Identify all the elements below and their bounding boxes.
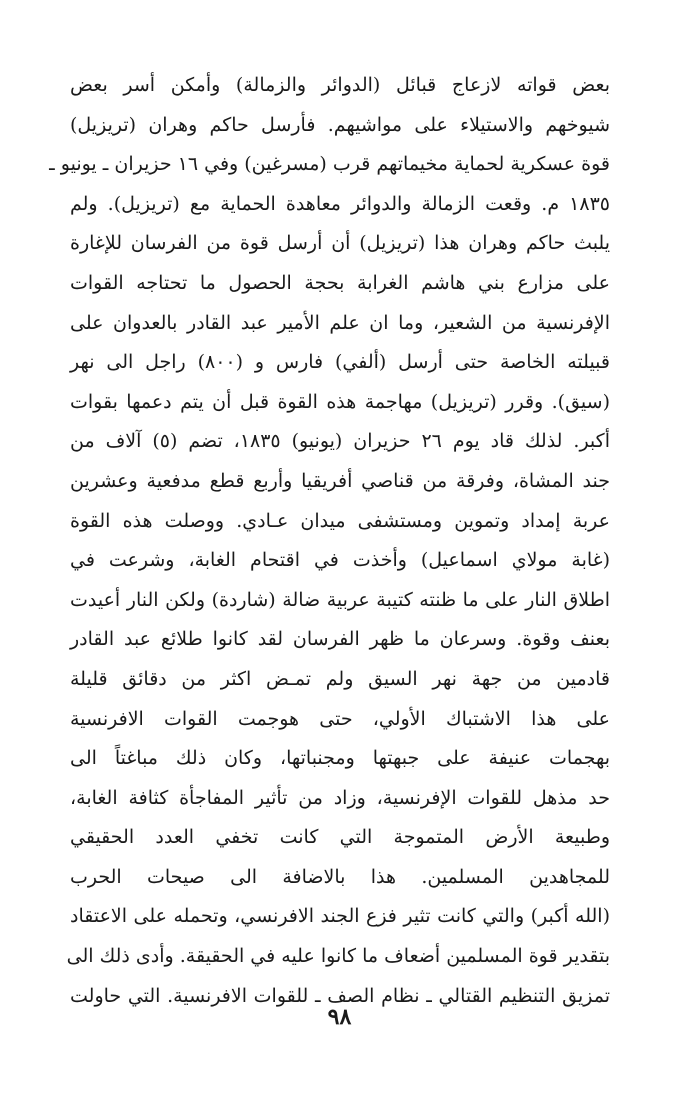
text-line: قوة عسكرية لحماية مخيماتهم قرب (مسرغين) وفي ١٦ حزيران ـ يونيو ـ: [49, 153, 610, 176]
text-line: على مزارع بني هاشم الغرابة بحجة الحصول ما تحتاجه القوات: [70, 271, 610, 294]
body-text: [49, 66, 610, 1016]
text-line: أكبر. لذلك قاد يوم ٢٦ حزيران (يونيو) ١٨٣٥، تضم (٥) آلاف من: [70, 430, 610, 453]
text-line: عربة إمداد وتموين ومستشفى ميدان عـادي. ووصلت هذه القوة: [70, 509, 610, 532]
page-number: ٩٨: [327, 1004, 352, 1030]
text-line: بتقدير قوة المسلمين أضعاف ما كانوا عليه في الحقيقة. وأدى ذلك الى: [66, 945, 610, 968]
text-line: اطلاق النار على ما ظنته كتيبة عربية ضالة (شاردة) ولكن النار أعيدت: [70, 588, 610, 611]
text-line: شيوخهم والاستيلاء على مواشيهم. فأرسل حاكم وهران (تريزيل): [70, 113, 610, 136]
text-line: (غابة مولاي اسماعيل) وأخذت في اقتحام الغابة، وشرعت في: [70, 549, 610, 572]
text-line: قادمين من جهة نهر السيق ولم تمـض اكثر من دقائق قليلة: [70, 667, 610, 690]
text-line: ١٨٣٥ م. وقعت الزمالة والدوائر معاهدة الحماية مع (تريزيل). ولم: [70, 192, 610, 215]
text-line: بعض قواته لازعاج قبائل (الدوائر والزمالة) وأمكن أسر بعض: [70, 74, 610, 96]
text-line: حد مذهل للقوات الإفرنسية، وزاد من تأثير المفاجأة كثافة الغابة،: [70, 786, 610, 809]
text-line: الإفرنسية من الشعير، وما ان علم الأمير عبد القادر بالعدوان على: [70, 311, 610, 334]
text-line: على هذا الاشتباك الأولي، حتى هوجمت القوات الافرنسية: [70, 707, 610, 730]
text-line: (الله أكبر) والتي كانت تثير فزع الجند الافرنسي، وتحمله على الاعتقاد: [70, 905, 610, 928]
text-line: وطبيعة الأرض المتموجة التي كانت تخفي العدد الحقيقي: [70, 826, 610, 849]
text-line: بعنف وقوة. وسرعان ما ظهر الفرسان لقد كانوا طلائع عبد القادر: [70, 628, 610, 651]
text-line: بهجمات عنيفة على جبهتها ومجنباتها، وكان ذلك مباغتاً الى: [70, 747, 610, 770]
text-line: قبيلته الخاصة حتى أرسل (ألفي) فارس و (٨٠٠) راجل الى نهر: [70, 351, 610, 374]
text-line: (سيق). وقرر (تريزيل) مهاجمة هذه القوة قبل أن يتم دعمها بقوات: [70, 390, 610, 413]
text-line: يلبث حاكم وهران هذا (تريزيل) أن أرسل قوة من الفرسان للإغارة: [70, 232, 610, 255]
text-line: تمزيق التنظيم القتالي ـ نظام الصف ـ للقوات الافرنسية. التي حاولت: [70, 984, 610, 1007]
text-line: جند المشاة، وفرقة من قناصي أفريقيا وأربع قطع مدفعية وعشرين: [70, 469, 610, 492]
text-line: للمجاهدين المسلمين. هذا بالاضافة الى صيحات الحرب: [70, 865, 610, 888]
